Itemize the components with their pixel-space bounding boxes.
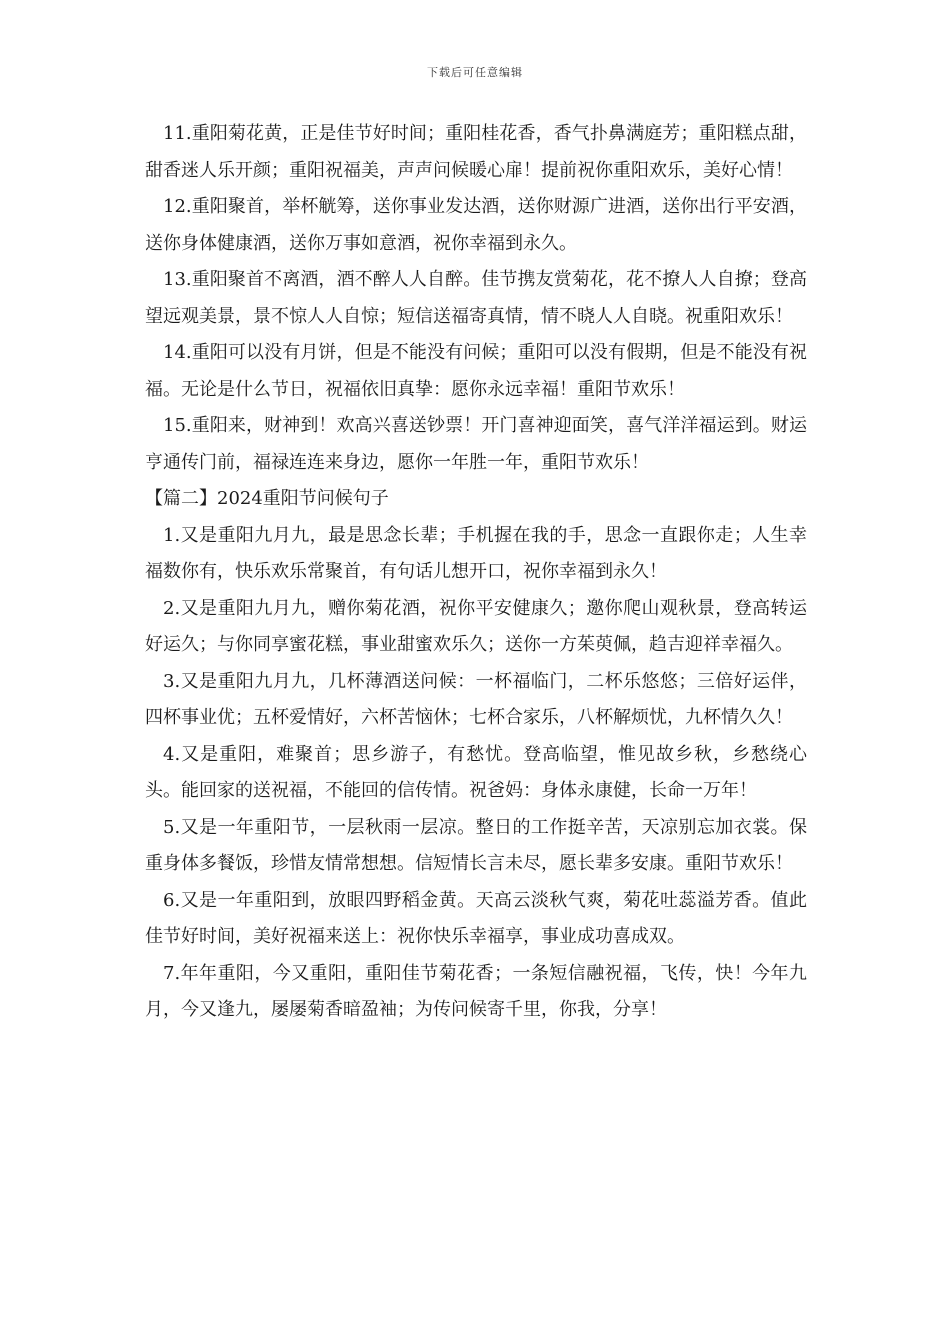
page-header-note: 下载后可任意编辑 <box>427 66 523 79</box>
paragraph-13: 13.重阳聚首不离酒，酒不醉人人自醉。佳节携友赏菊花，花不撩人人自撩；登高望远观美景，景不惊人人自惊；短信送福寄真情，情不晓人人自晓。祝重阳欢乐！ <box>145 269 807 327</box>
paragraph-15: 15.重阳来，财神到！欢高兴喜送钞票！开门喜神迎面笑，喜气洋洋福运到。财运亨通传门前，福禄连连来身边，愿你一年胜一年，重阳节欢乐！ <box>145 415 807 473</box>
paragraph-11: 11.重阳菊花黄，正是佳节好时间；重阳桂花香，香气扑鼻满庭芳；重阳糕点甜，甜香迷人乐开颜；重阳祝福美，声声问候暖心扉！提前祝你重阳欢乐，美好心情！ <box>145 123 807 181</box>
paragraph-12: 12.重阳聚首，举杯觥筹，送你事业发达酒，送你财源广进酒，送你出行平安酒，送你身体健康酒，送你万事如意酒，祝你幸福到永久。 <box>145 196 807 254</box>
section-title: 【篇二】2024重阳节问候句子 <box>145 488 389 509</box>
paragraph-part2-7: 7.年年重阳，今又重阳，重阳佳节菊花香；一条短信融祝福，飞传，快！今年九月，今又逢九，屡屡菊香暗盈袖；为传问候寄千里，你我，分享！ <box>145 962 807 1020</box>
paragraph-part2-4: 4.又是重阳，难聚首；思乡游子，有愁忧。登高临望，惟见故乡秋，乡愁绕心头。能回家的送祝福，不能回的信传情。祝爸妈：身体永康健，长命一万年！ <box>145 743 807 801</box>
paragraph-part2-2: 2.又是重阳九月九，赠你菊花酒，祝你平安健康久；邀你爬山观秋景，登高转运好运久；与你同享蜜花糕，事业甜蜜欢乐久；送你一方茱萸佩，趋吉迎祥幸福久。 <box>145 597 807 655</box>
paragraph-part2-6: 6.又是一年重阳到，放眼四野稻金黄。天高云淡秋气爽，菊花吐蕊溢芳香。值此佳节好时间，美好祝福来送上：祝你快乐幸福享，事业成功喜成双。 <box>145 889 807 947</box>
paragraph-part2-5: 5.又是一年重阳节，一层秋雨一层凉。整日的工作挺辛苦，天凉别忘加衣裳。保重身体多餐饭，珍惜友情常想想。信短情长言未尽，愿长辈多安康。重阳节欢乐！ <box>145 816 807 874</box>
paragraph-part2-3: 3.又是重阳九月九，几杯薄酒送问候：一杯福临门，二杯乐悠悠；三倍好运伴，四杯事业优；五杯爱情好，六杯苦恼休；七杯合家乐，八杯解烦忧，九杯情久久！ <box>145 670 807 728</box>
paragraph-part2-1: 1.又是重阳九月九，最是思念长辈；手机握在我的手，思念一直跟你走；人生幸福数你有，快乐欢乐常聚首，有句话儿想开口，祝你幸福到永久！ <box>145 524 807 582</box>
document-body <box>145 116 807 1029</box>
paragraph-14: 14.重阳可以没有月饼，但是不能没有问候；重阳可以没有假期，但是不能没有祝福。无论是什么节日，祝福依旧真挚：愿你永远幸福！重阳节欢乐！ <box>145 342 807 400</box>
